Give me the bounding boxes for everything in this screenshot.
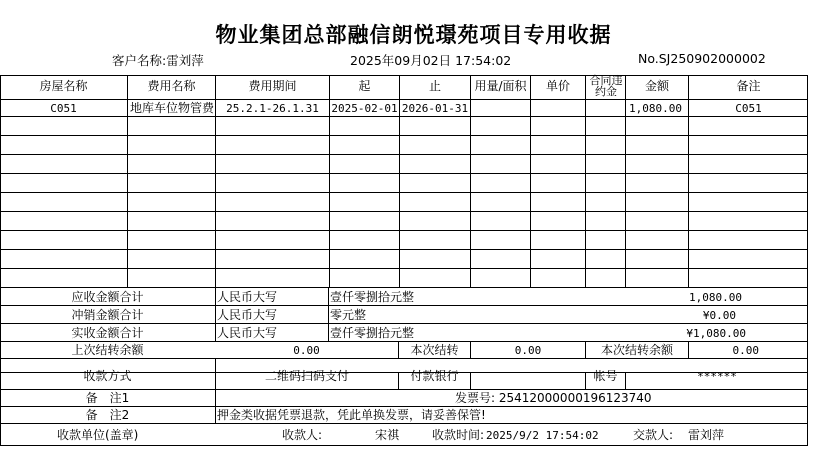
cell-period: 25.2.1-26.1.31 [226, 102, 319, 115]
cell-fee-name: 地库车位物管费 [130, 101, 215, 115]
receipt-number: No.SJ250902000002 [638, 51, 766, 66]
payee-value: 宋祺 [375, 428, 400, 442]
cell-start: 2025-02-01 [331, 102, 398, 115]
last-balance-value: 0.00 [293, 344, 320, 357]
col-header-usage: 用量/面积 [474, 79, 527, 93]
payee-label: 收款人: [282, 428, 323, 442]
received-total-label: 实收金额合计 [71, 326, 144, 340]
col-header-period: 费用期间 [248, 79, 297, 93]
last-balance-label: 上次结转余额 [71, 343, 144, 357]
col-header-end: 止 [428, 79, 441, 93]
note2-label: 备 注2 [85, 408, 130, 422]
payment-method-label: 收款方式 [83, 369, 132, 383]
customer-name: 客户名称:雷刘萍 [112, 53, 204, 68]
payee-unit-label: 收款单位(盖章) [57, 428, 139, 442]
col-header-start: 起 [358, 79, 371, 93]
note1-value: 发票号: 25412000000196123740 [455, 391, 652, 405]
payment-time-label: 收款时间: [432, 428, 485, 442]
received-rmb-label: 人民币大写 [217, 326, 278, 340]
receivable-words: 壹仟零捌拾元整 [330, 290, 415, 304]
col-header-room: 房屋名称 [39, 79, 88, 93]
cell-amount: 1,080.00 [629, 102, 682, 115]
current-balance-value: 0.00 [732, 344, 759, 357]
offset-total-label: 冲销金额合计 [71, 308, 144, 322]
note1-label: 备 注1 [85, 391, 130, 405]
payer-value: 雷刘萍 [688, 428, 725, 442]
receipt-table [0, 75, 808, 446]
offset-words: 零元整 [330, 308, 367, 322]
receivable-amount: 1,080.00 [689, 291, 742, 304]
col-header-remark: 备注 [736, 79, 761, 93]
cell-remark: C051 [735, 102, 762, 115]
receipt-datetime: 2025年09月02日 17:54:02 [350, 53, 512, 68]
col-header-amount: 金额 [644, 79, 669, 93]
cell-room: C051 [50, 102, 77, 115]
current-carryover-value: 0.00 [514, 344, 542, 357]
receivable-rmb-label: 人民币大写 [217, 290, 278, 304]
payment-time-value: 2025/9/2 17:54:02 [486, 429, 599, 442]
col-header-fee-name: 费用名称 [147, 79, 196, 93]
receipt-title: 物业集团总部融信朗悦璟苑项目专用收据 [215, 22, 612, 47]
note2-value: 押金类收据凭票退款，凭此单换发票，请妥善保管! [217, 408, 486, 422]
account-label: 帐号 [593, 369, 618, 383]
payment-method-value: 二维码扫码支付 [264, 369, 349, 383]
cell-end: 2026-01-31 [401, 102, 469, 115]
offset-amount: ¥0.00 [702, 309, 736, 322]
payment-bank-label: 付款银行 [410, 369, 459, 383]
col-header-unit-price: 单价 [545, 79, 570, 93]
receivable-total-label: 应收金额合计 [71, 290, 144, 304]
offset-rmb-label: 人民币大写 [217, 308, 278, 322]
payer-label: 交款人: [633, 428, 674, 442]
current-balance-label: 本次结转余额 [600, 343, 673, 357]
received-amount: ¥1,080.00 [686, 327, 746, 340]
col-header-penalty: 合同违约金 [589, 74, 623, 98]
current-carryover-label: 本次结转 [410, 343, 459, 357]
account-value: ****** [697, 370, 737, 383]
received-words: 壹仟零捌拾元整 [330, 326, 415, 340]
